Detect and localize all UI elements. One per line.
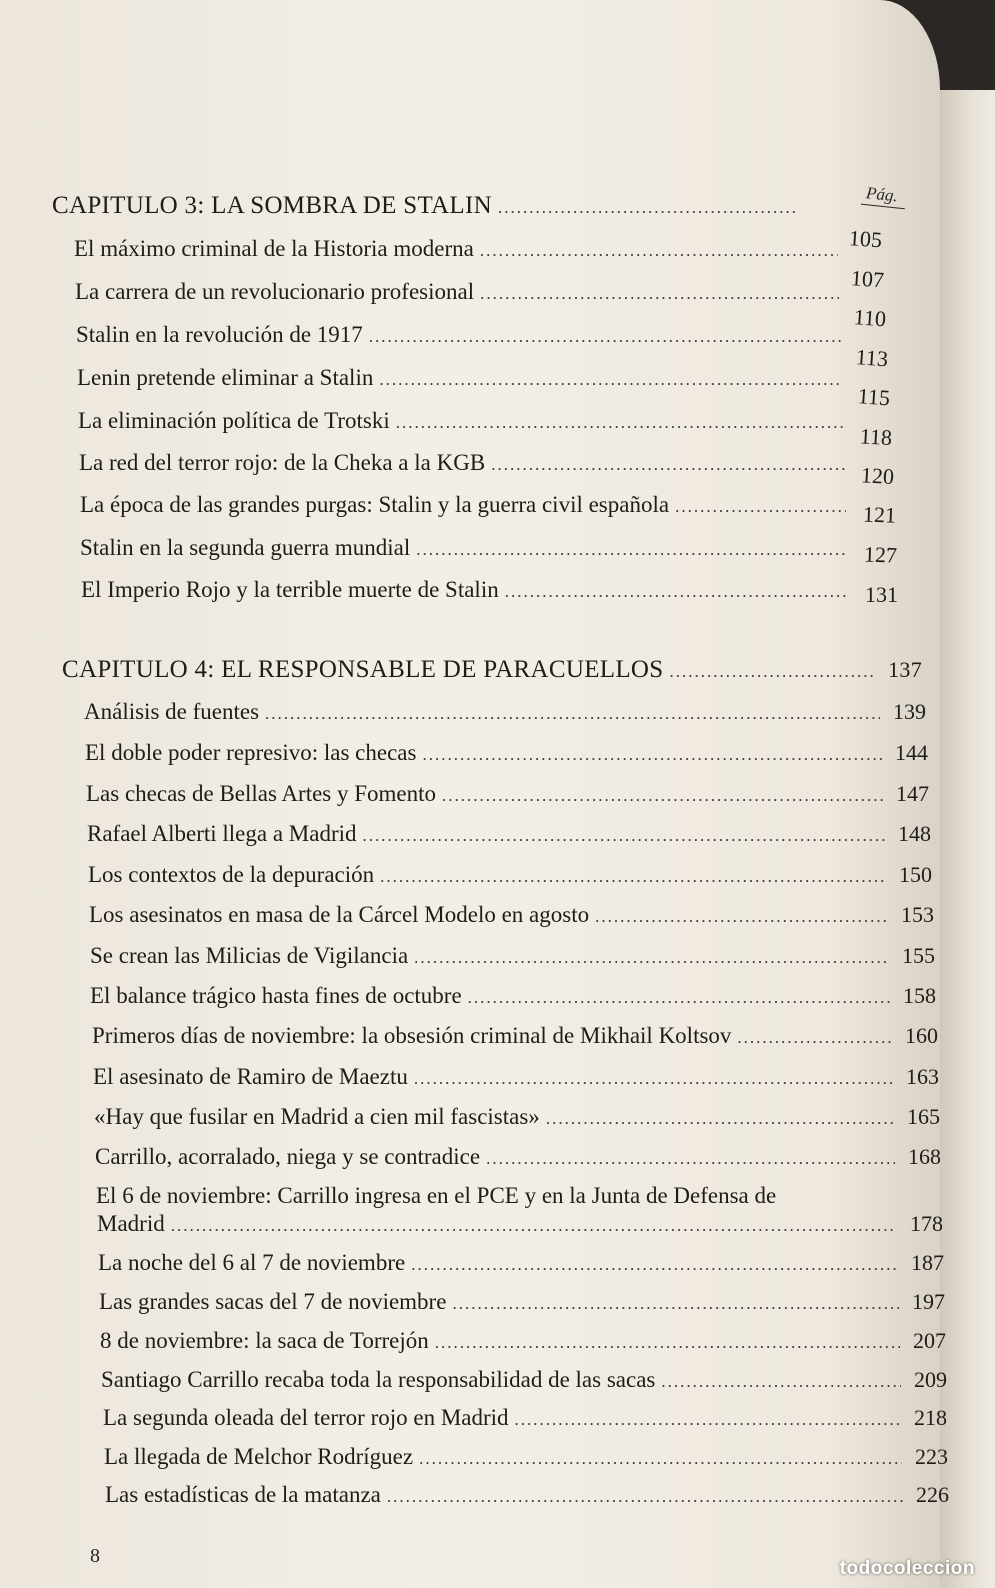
entry-title: Santiago Carrillo recaba toda la responsabilidad de las sacas (101, 1367, 656, 1392)
entry-page: 147 (896, 781, 929, 806)
chapter-page: 137 (888, 657, 922, 682)
entry-title: El máximo criminal de la Historia moderna (74, 236, 474, 261)
entry-page: 107 (850, 265, 885, 293)
entry-page: 218 (914, 1405, 947, 1430)
entry-page: 197 (912, 1289, 945, 1314)
entry-page: 155 (902, 943, 935, 968)
entry-title: Los asesinatos en masa de la Cárcel Modelo en agosto (89, 902, 590, 927)
toc-entry (96, 1183, 942, 1209)
toc-page-cell (858, 582, 920, 608)
entry-title: El doble poder represivo: las checas (85, 740, 417, 765)
entry-title: El Imperio Rojo y la terrible muerte de Stalin (81, 577, 499, 602)
entry-title: El asesinato de Ramiro de Maeztu (93, 1064, 408, 1089)
entry-page: 118 (859, 423, 893, 451)
toc-page-cell (852, 424, 914, 450)
chapter-heading (62, 656, 922, 684)
entry-page: 110 (853, 304, 887, 332)
toc-entry (84, 699, 926, 725)
leader-dots (380, 867, 886, 887)
entry-title: La red del terror rojo: de la Cheka a la KGB (79, 450, 486, 475)
toc-entry (95, 1144, 941, 1170)
toc-entry (98, 1250, 944, 1276)
entry-page: 158 (903, 983, 936, 1008)
leader-dots (265, 704, 880, 724)
entry-page: 150 (899, 862, 932, 887)
toc-entry (74, 236, 844, 262)
entry-title: 8 de noviembre: la saca de Torrejón (100, 1328, 429, 1353)
toc-entry (90, 983, 936, 1009)
toc-entry (105, 1482, 949, 1508)
toc-entry (85, 740, 928, 766)
entry-page: 113 (855, 344, 889, 372)
toc-entry (77, 365, 849, 391)
entry-page: 223 (915, 1444, 948, 1469)
entry-title: La carrera de un revolucionario profesional (75, 279, 475, 304)
leader-dots (480, 241, 838, 261)
entry-title: Carrillo, acorralado, niega y se contradice (95, 1144, 481, 1169)
entry-page: 163 (906, 1064, 939, 1089)
toc-entry (80, 535, 854, 561)
entry-page: 153 (901, 902, 934, 927)
entry-title: Primeros días de noviembre: la obsesión criminal de Mikhail Koltsov (92, 1023, 732, 1048)
toc-page-cell (842, 226, 902, 252)
entry-title: «Hay que fusilar en Madrid a cien mil fascistas» (94, 1104, 540, 1129)
entry-page: 148 (898, 821, 931, 846)
entry-title: Las estadísticas de la matanza (105, 1482, 381, 1507)
entry-page: 207 (913, 1328, 946, 1353)
entry-page: 131 (865, 582, 898, 607)
leader-dots (595, 907, 888, 927)
facing-page-edge (940, 90, 995, 1588)
entry-title: Análisis de fuentes (84, 699, 260, 724)
toc-entry (93, 1064, 939, 1090)
page-number: 8 (90, 1545, 100, 1567)
entry-title: La noche del 6 al 7 de noviembre (98, 1250, 406, 1275)
entry-title: Se crean las Milicias de Vigilancia (90, 943, 409, 968)
leader-dots (661, 1372, 901, 1392)
entry-title: Las checas de Bellas Artes y Fomento (86, 781, 437, 806)
leader-dots (498, 198, 796, 218)
entry-title: El balance trágico hasta fines de octubre (90, 983, 462, 1008)
leader-dots (369, 327, 842, 347)
entry-title: La segunda oleada del terror rojo en Madrid (103, 1405, 509, 1430)
entry-page: 139 (893, 699, 926, 724)
leader-dots (435, 1333, 900, 1353)
leader-dots (515, 1410, 901, 1430)
toc-entry (90, 943, 935, 969)
watermark: todocoleccion (839, 1558, 975, 1579)
toc-entry (81, 577, 855, 603)
leader-dots (546, 1109, 894, 1129)
toc-entry (101, 1367, 947, 1393)
entry-page: 226 (916, 1482, 949, 1507)
entry-title: El 6 de noviembre: Carrillo ingresa en el PCE y en la Junta de Defensa de (96, 1183, 777, 1208)
page-column-header: Pág. (861, 183, 907, 209)
toc-entry (103, 1405, 947, 1431)
leader-dots (442, 786, 883, 806)
entry-page: 115 (857, 383, 891, 411)
toc-entry-continuation (97, 1211, 943, 1237)
chapter-title: CAPITULO 4: EL RESPONSABLE DE PARACUELLOS (62, 656, 664, 683)
entry-page: 121 (862, 501, 897, 528)
toc-entry (79, 450, 851, 476)
entry-page: 160 (905, 1023, 938, 1048)
leader-dots (737, 1028, 892, 1048)
entry-page: 178 (910, 1211, 943, 1236)
toc-page-cell (846, 305, 908, 331)
toc-page-cell (857, 542, 919, 568)
leader-dots (675, 497, 846, 517)
entry-title: Los contextos de la depuración (88, 862, 375, 887)
entry-title: Lenin pretende eliminar a Stalin (77, 365, 374, 390)
entry-title: La eliminación política de Trotski (78, 408, 390, 433)
entry-title: La época de las grandes purgas: Stalin y la guerra civil española (80, 492, 670, 517)
toc-page-cell (848, 345, 910, 371)
toc-page-cell (844, 266, 904, 292)
leader-dots (480, 284, 839, 304)
leader-dots (379, 370, 843, 390)
entry-page: 168 (908, 1144, 941, 1169)
toc-entry (88, 862, 932, 888)
leader-dots (486, 1149, 895, 1169)
toc-page-cell (856, 502, 918, 528)
entry-title: Stalin en la segunda guerra mundial (80, 535, 411, 560)
entry-page: 187 (911, 1250, 944, 1275)
toc-entry (86, 781, 929, 807)
leader-dots (468, 988, 890, 1008)
toc-entry (100, 1328, 946, 1354)
toc-entry (80, 492, 852, 518)
leader-dots (416, 540, 848, 560)
leader-dots (419, 1449, 902, 1469)
entry-title: Stalin en la revolución de 1917 (76, 322, 363, 347)
toc-entry (76, 322, 848, 348)
entry-page: 105 (848, 225, 883, 253)
entry-title: La llegada de Melchor Rodríguez (104, 1444, 414, 1469)
leader-dots (387, 1487, 903, 1507)
leader-dots (411, 1255, 898, 1275)
entry-title-continued: Madrid (97, 1211, 165, 1236)
entry-page: 127 (863, 541, 898, 568)
entry-page: 144 (895, 740, 928, 765)
toc-entry (99, 1289, 945, 1315)
leader-dots (422, 745, 882, 765)
leader-dots (396, 413, 844, 433)
leader-dots (414, 948, 889, 968)
toc-entry (94, 1104, 940, 1130)
toc-entry (92, 1023, 938, 1049)
entry-page: 120 (860, 462, 895, 490)
leader-dots (452, 1294, 899, 1314)
toc-entry (75, 279, 845, 305)
toc-entry (89, 902, 934, 928)
entry-title: Las grandes sacas del 7 de noviembre (99, 1289, 447, 1314)
toc-page-cell (850, 384, 912, 410)
leader-dots (505, 582, 849, 602)
toc-entry (104, 1444, 948, 1470)
toc-entry (87, 821, 931, 847)
entry-page: 209 (914, 1367, 947, 1392)
leader-dots (669, 662, 876, 682)
chapter-heading (52, 192, 842, 220)
entry-page: 165 (907, 1104, 940, 1129)
entry-title: Rafael Alberti llega a Madrid (87, 821, 357, 846)
toc-entry (78, 408, 850, 434)
leader-dots (171, 1216, 897, 1236)
leader-dots (491, 455, 845, 475)
leader-dots (363, 826, 885, 846)
chapter-title: CAPITULO 3: LA SOMBRA DE STALIN (52, 192, 492, 219)
leader-dots (414, 1069, 893, 1089)
toc-page-cell (854, 463, 916, 489)
